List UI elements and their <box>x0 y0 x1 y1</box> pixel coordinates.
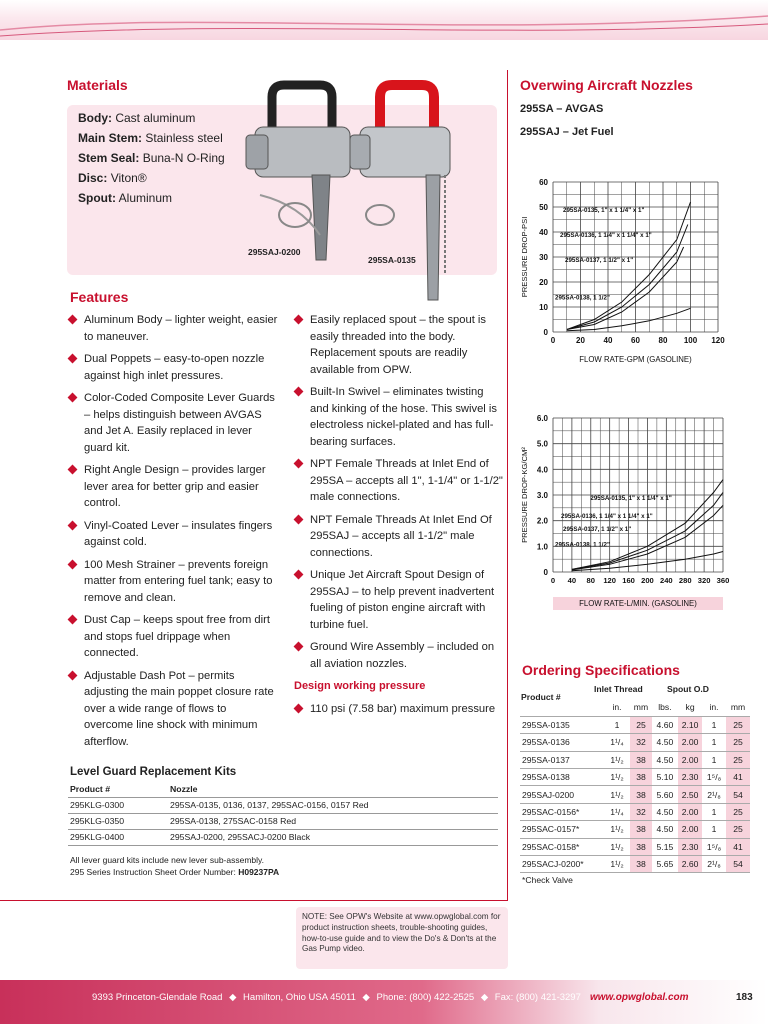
psi-chart <box>515 170 760 370</box>
series-label: 295SA-0137, 1 1/2" x 1" <box>565 257 634 264</box>
series-label: 295SA-0136, 1 1/4" x 1 1/4" x 1" <box>561 513 653 521</box>
ordering-title: Ordering Specifications <box>522 662 680 678</box>
y-tick-label: 40 <box>539 228 548 237</box>
instruction-note: 295 Series Instruction Sheet Order Number: H09237PA <box>70 867 280 877</box>
y-tick-label: 2.0 <box>536 516 548 526</box>
red-nozzle-spout <box>426 175 440 300</box>
table-row: 295SAC-0157* 1¹/₂ 38 4.50 2.00 1 25 <box>520 821 750 838</box>
kit-note: All lever guard kits include new lever sub-assembly. <box>70 855 265 865</box>
page-number: 183 <box>736 992 753 1003</box>
footer-contact <box>92 992 581 1003</box>
photo-label-sa: 295SA-0135 <box>368 255 416 265</box>
y-tick-label: 5.0 <box>536 439 548 449</box>
table-row: 295SA-0136 1¹/₄ 32 4.50 2.00 1 25 <box>520 734 750 751</box>
feature-item: Adjustable Dash Pot – permits adjusting the main poppet closure rate over a wide range of flows to overcome line shock with minimum afterflow. <box>68 668 278 751</box>
series-label: 295SA-0138, 1 1/2" <box>555 541 610 549</box>
x-tick-label: 0 <box>550 336 556 345</box>
level-guard-title: Level Guard Replacement Kits <box>70 766 237 778</box>
photo-label-saj: 295SAJ-0200 <box>248 247 301 257</box>
material-disc: Disc: Viton® <box>78 171 147 185</box>
footer-website-link[interactable]: www.opwglobal.com <box>590 992 689 1003</box>
feature-item: Right Angle Design – provides larger lever area for better grip and easier control. <box>68 462 278 512</box>
feature-item: NPT Female Threads at Inlet End of 295SA – accepts all 1", 1-1/4" or 1-1/2" male connections. <box>294 456 504 506</box>
overwing-jet: 295SAJ – Jet Fuel <box>520 126 614 138</box>
series-label: 295SA-0137, 1 1/2" x 1" <box>563 525 632 533</box>
table-row: 295SAJ-0200 1¹/₂ 38 5.60 2.50 2¹/₈ 54 <box>520 786 750 803</box>
features-title: Features <box>70 289 129 305</box>
feature-item: Easily replaced spout – the spout is easily threaded into the body. Replacement spouts are readily available from OPW. <box>294 312 504 378</box>
feature-item: Dust Cap – keeps spout free from dirt and stops fuel drippage when connected. <box>68 612 278 662</box>
feature-item: 100 Mesh Strainer – prevents foreign matter from entering fuel tank; easy to remove and clean. <box>68 557 278 607</box>
y-tick-label: 0 <box>543 328 548 337</box>
series-label: 295SA-0138, 1 1/2" <box>555 294 610 302</box>
x-tick-label: 40 <box>603 336 613 345</box>
level-guard-table <box>68 781 498 846</box>
x-tick-label: 20 <box>576 336 585 345</box>
series-label: 295SA-0135, 1" x 1 1/4" x 1" <box>563 207 645 214</box>
table-row: 295SACJ-0200* 1¹/₂ 38 5.65 2.60 2¹/₈ 54 <box>520 856 750 873</box>
table-row: 295SAC-0156* 1¹/₄ 32 4.50 2.00 1 25 <box>520 803 750 820</box>
x-tick-label: 60 <box>631 336 640 345</box>
series-label: 295SA-0135, 1" x 1 1/4" x 1" <box>590 495 672 503</box>
x-tick-label: 320 <box>697 576 711 585</box>
materials-title: Materials <box>67 77 128 93</box>
x-axis-label: FLOW RATE-L/MIN. (GASOLINE) <box>579 599 697 608</box>
top-swoosh <box>0 0 768 40</box>
nozzle-photo <box>240 75 460 310</box>
footer-sep: ◆ <box>362 992 370 1003</box>
footer-sep: ◆ <box>480 992 489 1003</box>
y-tick-label: 6.0 <box>536 414 548 423</box>
x-tick-label: 160 <box>622 576 635 585</box>
black-nozzle-body <box>255 127 350 177</box>
x-tick-label: 40 <box>567 576 577 585</box>
footer-address: 9393 Princeton-Glendale Road <box>92 992 223 1003</box>
ordering-table <box>520 699 750 873</box>
y-tick-label: 0 <box>543 568 548 577</box>
x-tick-label: 120 <box>711 336 725 345</box>
units-row: in. mm lbs. kg in. mm <box>520 699 750 716</box>
footer-sep: ◆ <box>229 992 237 1003</box>
table-row: 295KLG-0300 295SA-0135, 0136, 0137, 295SAC-0156, 0157 Red <box>68 797 498 813</box>
level-guard-notes <box>70 854 279 878</box>
y-tick-label: 4.0 <box>536 465 548 475</box>
footer-phone: Phone: (800) 422-2525 <box>376 992 475 1003</box>
feature-item: Ground Wire Assembly – included on all aviation nozzles. <box>294 639 504 672</box>
material-body: Body: Cast aluminum <box>78 111 196 125</box>
feature-item: Vinyl-Coated Lever – insulates fingers against cold. <box>68 518 278 551</box>
y-tick-label: 1.0 <box>536 542 548 552</box>
x-tick-label: 120 <box>603 576 617 585</box>
y-tick-label: 60 <box>539 178 548 187</box>
x-tick-label: 0 <box>550 576 556 585</box>
series-line <box>567 202 691 330</box>
feature-item: Color-Coded Composite Lever Guards – helps distinguish between AVGAS and Jet A. Easily replaced in lever guard kit. <box>68 390 278 456</box>
x-tick-label: 80 <box>658 336 668 345</box>
black-nozzle-spout <box>312 175 330 260</box>
y-tick-label: 30 <box>539 253 548 262</box>
overwing-avgas: 295SA – AVGAS <box>520 103 604 115</box>
x-tick-label: 200 <box>641 576 654 585</box>
x-tick-label: 240 <box>659 576 673 585</box>
kgcm-chart <box>515 405 760 620</box>
bottom-divider <box>0 900 508 901</box>
table-row: 295SA-0137 1¹/₂ 38 4.50 2.00 1 25 <box>520 751 750 768</box>
x-tick-label: 100 <box>683 336 698 345</box>
y-tick-label: 50 <box>539 203 548 212</box>
footer-city: Hamilton, Ohio USA 45011 <box>243 992 356 1003</box>
x-tick-label: 360 <box>716 576 730 585</box>
x-tick-label: 280 <box>678 576 692 585</box>
features-right-list <box>294 312 504 723</box>
table-row: 295SAC-0158* 1¹/₂ 38 5.15 2.30 1⁵/₈ 41 <box>520 838 750 855</box>
feature-item: Unique Jet Aircraft Spout Design of 295SAJ – to help prevent inadvertent fueling of piston engine aircraft with turbine fuel. <box>294 567 504 633</box>
y-axis-label: PRESSURE DROP-KG/CM² <box>520 447 529 543</box>
y-tick-label: 10 <box>539 303 548 312</box>
top-band <box>0 0 768 40</box>
x-axis-label: FLOW RATE-GPM (GASOLINE) <box>579 355 692 364</box>
ordering-inlet-header: Inlet Thread <box>594 684 643 694</box>
y-axis-label: PRESSURE DROP-PSI <box>520 216 529 298</box>
column-divider <box>507 70 508 900</box>
table-header-row <box>68 781 498 797</box>
material-spout: Spout: Aluminum <box>78 191 173 205</box>
overwing-title: Overwing Aircraft Nozzles <box>520 77 693 93</box>
y-tick-label: 3.0 <box>536 491 548 500</box>
footer-fax: Fax: (800) 421-3297 <box>494 992 581 1003</box>
feature-item: Dual Poppets – easy-to-open nozzle against high inlet pressures. <box>68 351 278 384</box>
ordering-footnote: *Check Valve <box>522 875 573 885</box>
table-row: 295KLG-0350 295SA-0138, 275SAC-0158 Red <box>68 813 498 829</box>
table-row: 295SA-0138 1¹/₂ 38 5.10 2.30 1⁵/₈ 41 <box>520 769 750 786</box>
feature-item: Aluminum Body – lighter weight, easier to maneuver. <box>68 312 278 345</box>
col-nozzle: Nozzle <box>168 781 498 797</box>
feature-item: NPT Female Threads At Inlet End Of 295SAJ – accepts all 1-1/2" male connections. <box>294 512 504 562</box>
red-nozzle-body <box>360 127 450 177</box>
features-left-list <box>68 312 278 756</box>
series-label: 295SA-0136, 1 1/4" x 1 1/4" x 1" <box>560 232 652 239</box>
y-tick-label: 20 <box>539 278 548 287</box>
ordering-product-header: Product # <box>521 692 561 702</box>
design-pressure-title: Design working pressure <box>294 680 426 692</box>
series-line <box>567 225 688 330</box>
website-note: NOTE: See OPW's Website at www.opwglobal.com for product instruction sheets, trouble-shooting guides, how-to-use guide and to view the Do's & Don'ts at the Gas Pump video. <box>296 907 508 969</box>
material-stem-seal: Stem Seal: Buna-N O-Ring <box>78 151 225 165</box>
col-product: Product # <box>68 781 168 797</box>
material-main-stem: Main Stem: Stainless steel <box>78 131 223 145</box>
feature-item: Built-In Swivel – eliminates twisting and kinking of the hose. This swivel is electroless nickel-plated and has full-bearing surfaces. <box>294 384 504 450</box>
materials-list <box>78 108 225 208</box>
x-tick-label: 80 <box>586 576 596 585</box>
table-row: 295SA-0135 1 25 4.60 2.10 1 25 <box>520 716 750 733</box>
ordering-spout-header: Spout O.D <box>667 684 710 694</box>
table-row: 295KLG-0400 295SAJ-0200, 295SACJ-0200 Black <box>68 829 498 845</box>
design-pressure-item: 110 psi (7.58 bar) maximum pressure <box>294 701 504 718</box>
